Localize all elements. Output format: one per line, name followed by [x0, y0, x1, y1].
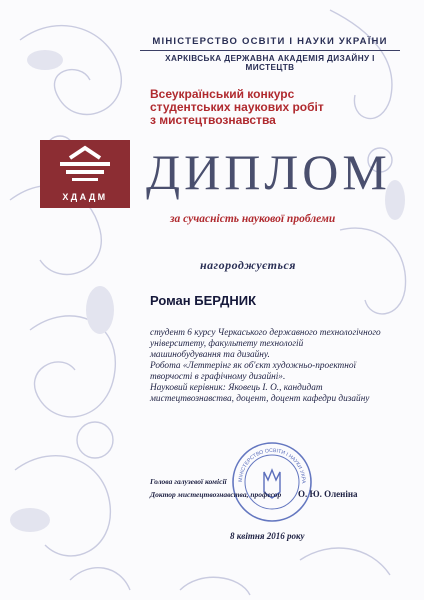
- issue-date: 8 квітня 2016 року: [230, 531, 305, 541]
- signature-block: [150, 475, 281, 501]
- header: [140, 36, 400, 72]
- logo-text: ХДАДМ: [62, 192, 108, 202]
- details-line: машинобудування та дизайну.: [150, 350, 270, 360]
- recipient-details: [150, 328, 400, 405]
- details-line: Науковий керівник: Яковець І. О., кандидат: [150, 383, 323, 393]
- ministry-name: МІНІСТЕРСТВО ОСВІТИ І НАУКИ УКРАЇНИ: [152, 36, 388, 47]
- signature-name: О. Ю. Оленіна: [298, 489, 358, 499]
- stamp-text: МІНІСТЕРСТВО ОСВІТИ І НАУКИ УКРА: [237, 447, 307, 484]
- contest-title: [150, 88, 350, 127]
- academy-name: ХАРКІВСЬКА ДЕРЖАВНА АКАДЕМІЯ ДИЗАЙНУ І МИСТЕЦТВ: [165, 54, 375, 72]
- diploma-title: ДИПЛОМ: [146, 144, 391, 200]
- details-line: Робота «Леттерінг як об'єкт художньо-проектної: [150, 361, 357, 371]
- signature-role: Голова галузевої комісії: [150, 477, 227, 486]
- details-line: університету, факультету технологій: [150, 339, 304, 349]
- award-reason: за сучасність наукової проблеми: [170, 213, 336, 225]
- contest-line: студентських наукових робіт: [150, 100, 324, 114]
- contest-line: з мистецтвознавства: [150, 113, 276, 127]
- signature-degree: Доктор мистецтвознавства, професор: [150, 490, 282, 499]
- awarded-label: нагороджується: [200, 258, 296, 272]
- details-line: творчості в графічному дизайні».: [150, 372, 286, 382]
- logo-mark-icon: [40, 140, 130, 190]
- academy-logo: [40, 140, 130, 208]
- header-divider: [140, 50, 400, 51]
- contest-line: Всеукраїнський конкурс: [150, 87, 295, 101]
- recipient-name: Роман БЕРДНИК: [150, 293, 257, 308]
- details-line: мистецтвознавства, доцент, доцент кафедри дизайну: [150, 394, 370, 404]
- details-line: студент 6 курсу Черкаського державного технологічного: [150, 328, 381, 338]
